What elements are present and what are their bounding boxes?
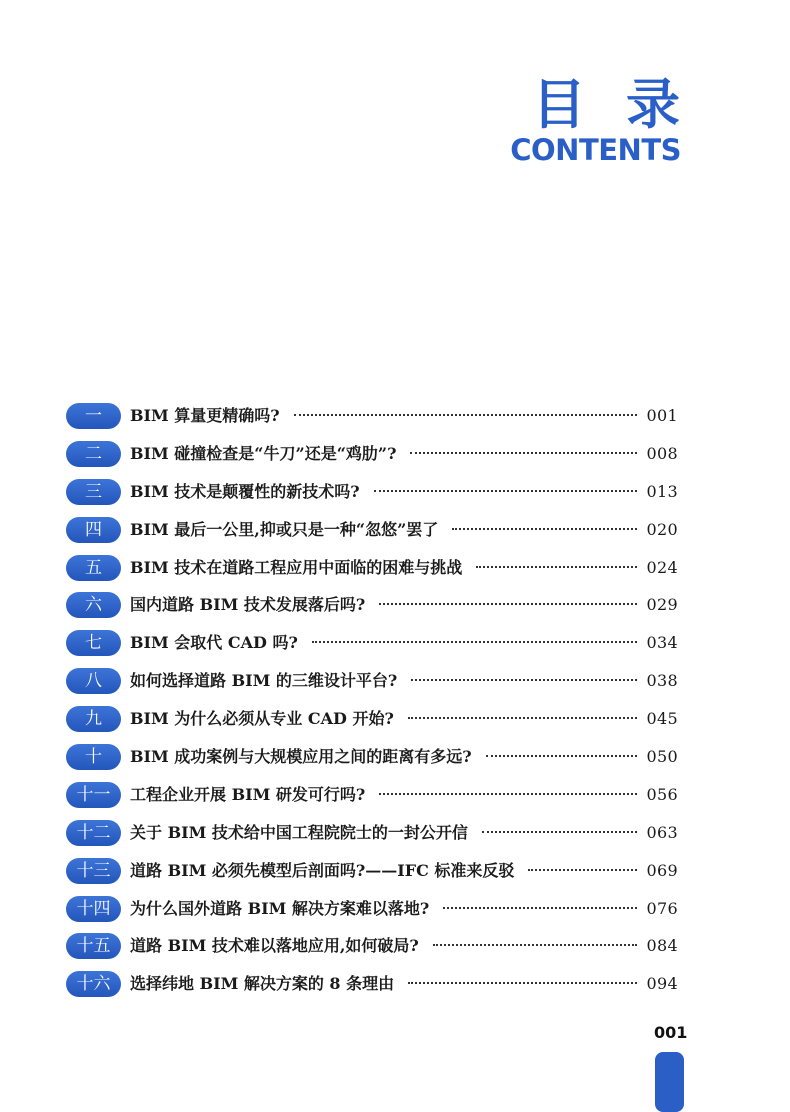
chapter-title: 选择纬地 BIM 解决方案的 8 条理由 [130, 974, 395, 994]
toc-entry[interactable] [66, 397, 690, 435]
dot-leader [443, 905, 637, 909]
toc-entry[interactable] [66, 738, 690, 776]
chapter-title: 为什么国外道路 BIM 解决方案难以落地? [130, 898, 430, 918]
toc-entry[interactable] [66, 549, 690, 587]
dot-leader [379, 601, 637, 605]
chapter-number-badge: 一 [66, 403, 121, 429]
side-tab-decoration [655, 1052, 684, 1112]
chapter-page-number: 034 [646, 633, 678, 653]
toc-entry[interactable] [66, 927, 690, 965]
dot-leader [408, 715, 637, 719]
chapter-page-number: 076 [646, 898, 678, 918]
chapter-page-number: 045 [646, 709, 678, 729]
chapter-number-badge: 十六 [66, 971, 121, 997]
toc-entry[interactable] [66, 586, 690, 624]
chapter-number-badge: 四 [66, 517, 121, 543]
chapter-page-number: 094 [646, 974, 678, 994]
chapter-number-badge: 十 [66, 744, 121, 770]
page-title-chinese: 目录 [532, 73, 720, 136]
chapter-title: 如何选择道路 BIM 的三维设计平台? [130, 671, 398, 691]
toc-entry[interactable] [66, 965, 690, 1003]
toc-entry[interactable] [66, 776, 690, 814]
dot-leader [312, 639, 637, 643]
chapter-number-badge: 十三 [66, 858, 121, 884]
toc-entry[interactable] [66, 890, 690, 928]
dot-leader [482, 829, 637, 833]
toc-entry[interactable] [66, 852, 690, 890]
toc-entry[interactable] [66, 624, 690, 662]
chapter-title: 道路 BIM 技术难以落地应用,如何破局? [130, 936, 419, 956]
chapter-title: 关于 BIM 技术给中国工程院院士的一封公开信 [130, 822, 468, 842]
dot-leader [452, 526, 637, 530]
chapter-page-number: 056 [646, 784, 678, 804]
toc-entry[interactable] [66, 814, 690, 852]
dot-leader [528, 867, 637, 871]
dot-leader [476, 564, 637, 568]
chapter-page-number: 084 [646, 936, 678, 956]
chapter-page-number: 024 [646, 557, 678, 577]
page-number: 001 [654, 1023, 688, 1042]
dot-leader [410, 450, 637, 454]
chapter-page-number: 001 [646, 406, 678, 425]
chapter-page-number: 008 [646, 443, 678, 463]
dot-leader [374, 488, 637, 492]
chapter-page-number: 013 [646, 481, 678, 501]
chapter-number-badge: 十四 [66, 896, 121, 922]
toc-entry[interactable] [66, 700, 690, 738]
chapter-title: BIM 为什么必须从专业 CAD 开始? [130, 709, 394, 729]
chapter-title: BIM 技术在道路工程应用中面临的困难与挑战 [130, 557, 463, 577]
toc-entry[interactable] [66, 435, 690, 473]
chapter-page-number: 038 [646, 671, 678, 691]
dot-leader [411, 677, 637, 681]
dot-leader [379, 791, 637, 795]
chapter-page-number: 069 [646, 860, 678, 880]
chapter-number-badge: 五 [66, 555, 121, 581]
chapter-number-badge: 七 [66, 630, 121, 656]
dot-leader [486, 753, 637, 757]
toc-entry[interactable] [66, 511, 690, 549]
chapter-page-number: 029 [646, 595, 678, 615]
dot-leader [294, 412, 637, 416]
chapter-title: 道路 BIM 必须先模型后剖面吗?——IFC 标准来反驳 [130, 860, 515, 880]
chapter-page-number: 020 [646, 519, 678, 539]
page-title-english: CONTENTS [510, 133, 681, 167]
toc-entry[interactable] [66, 473, 690, 511]
chapter-title: 工程企业开展 BIM 研发可行吗? [130, 784, 366, 804]
chapter-title: BIM 会取代 CAD 吗? [130, 633, 298, 653]
chapter-number-badge: 八 [66, 668, 121, 694]
chapter-number-badge: 六 [66, 592, 121, 618]
dot-leader [408, 980, 637, 984]
chapter-title: BIM 成功案例与大规模应用之间的距离有多远? [130, 747, 472, 767]
chapter-title: BIM 技术是颠覆性的新技术吗? [130, 481, 360, 501]
chapter-title: BIM 碰撞检查是“牛刀”还是“鸡肋”? [130, 443, 397, 463]
dot-leader [433, 942, 637, 946]
toc-entry[interactable] [66, 662, 690, 700]
chapter-number-badge: 十五 [66, 933, 121, 959]
chapter-number-badge: 十一 [66, 782, 121, 808]
chapter-number-badge: 九 [66, 706, 121, 732]
chapter-page-number: 063 [646, 822, 678, 842]
chapter-page-number: 050 [646, 747, 678, 767]
table-of-contents [66, 397, 690, 1003]
chapter-title: 国内道路 BIM 技术发展落后吗? [130, 595, 366, 615]
chapter-title: BIM 算量更精确吗? [130, 406, 280, 425]
chapter-title: BIM 最后一公里,抑或只是一种“忽悠”罢了 [130, 519, 439, 539]
chapter-number-badge: 二 [66, 441, 121, 467]
chapter-number-badge: 三 [66, 479, 121, 505]
chapter-number-badge: 十二 [66, 820, 121, 846]
